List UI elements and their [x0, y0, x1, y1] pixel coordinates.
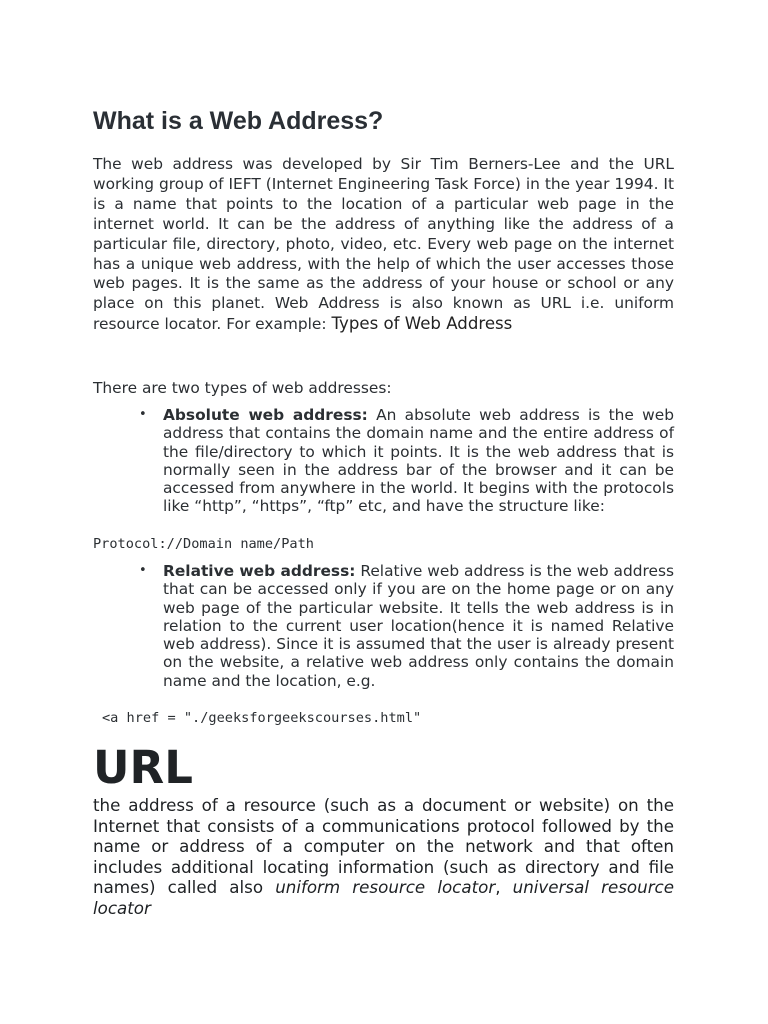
definition-text: the address of a resource (such as a document or website) on the Internet that consists of a communications protocol followed by the name or address of a computer on the network and that often includes additional locating information (such as directory and file names) called also [93, 795, 674, 898]
list-item-relative [139, 562, 674, 690]
relative-text: Relative web address is the web address that can be accessed only if you are on the home page or on any web page of the particular website. It tells the web address is in relation to the current user location(hence it is named Relative web address). Since it is assumed that the user is already present on the website, a relative web address only contains the domain name and the location, e.g. [163, 562, 674, 690]
definition-alt-1: uniform resource locator [275, 877, 496, 898]
absolute-text: An absolute web address is the web address that contains the domain name and the entire address of the file/directory to which it points. It is the web address that is normally seen in the address bar of the browser and it can be accessed from anywhere in the world. It begins with the protocols like “http”, “https”, “ftp” etc, and have the structure like: [163, 406, 674, 516]
url-heading: URL [93, 741, 193, 794]
bullet-icon: • [139, 407, 147, 422]
bullet-icon: • [139, 563, 147, 578]
relative-code-sample: <a href = "./geeksforgeekscourses.html" [102, 710, 422, 726]
url-definition [93, 795, 674, 919]
definition-alt-2: universal resource locator [93, 877, 674, 918]
types-heading: Types of Web Address [331, 314, 513, 334]
absolute-code-sample: Protocol://Domain name/Path [93, 536, 314, 552]
definition-separator: , [495, 877, 501, 898]
list-item-absolute [139, 406, 674, 516]
intro-paragraph [93, 155, 674, 335]
types-intro-text: There are two types of web addresses: [93, 379, 392, 397]
absolute-term: Absolute web address: [163, 406, 368, 424]
page-title: What is a Web Address? [93, 107, 384, 135]
relative-term: Relative web address: [163, 562, 356, 580]
intro-text: The web address was developed by Sir Tim Berners-Lee and the URL working group of IEFT (Internet Engineering Task Force) in the year 1994. It is a name that points to the location of a particular web page in the internet world. It can be the address of anything like the address of a particular file, directory, photo, video, etc. Every web page on the internet has a unique web address, with the help of which the user accesses those web pages. It is the same as the address of your house or school or any place on this planet. Web Address is also known as URL i.e. uniform resource locator. For example: [93, 155, 674, 334]
